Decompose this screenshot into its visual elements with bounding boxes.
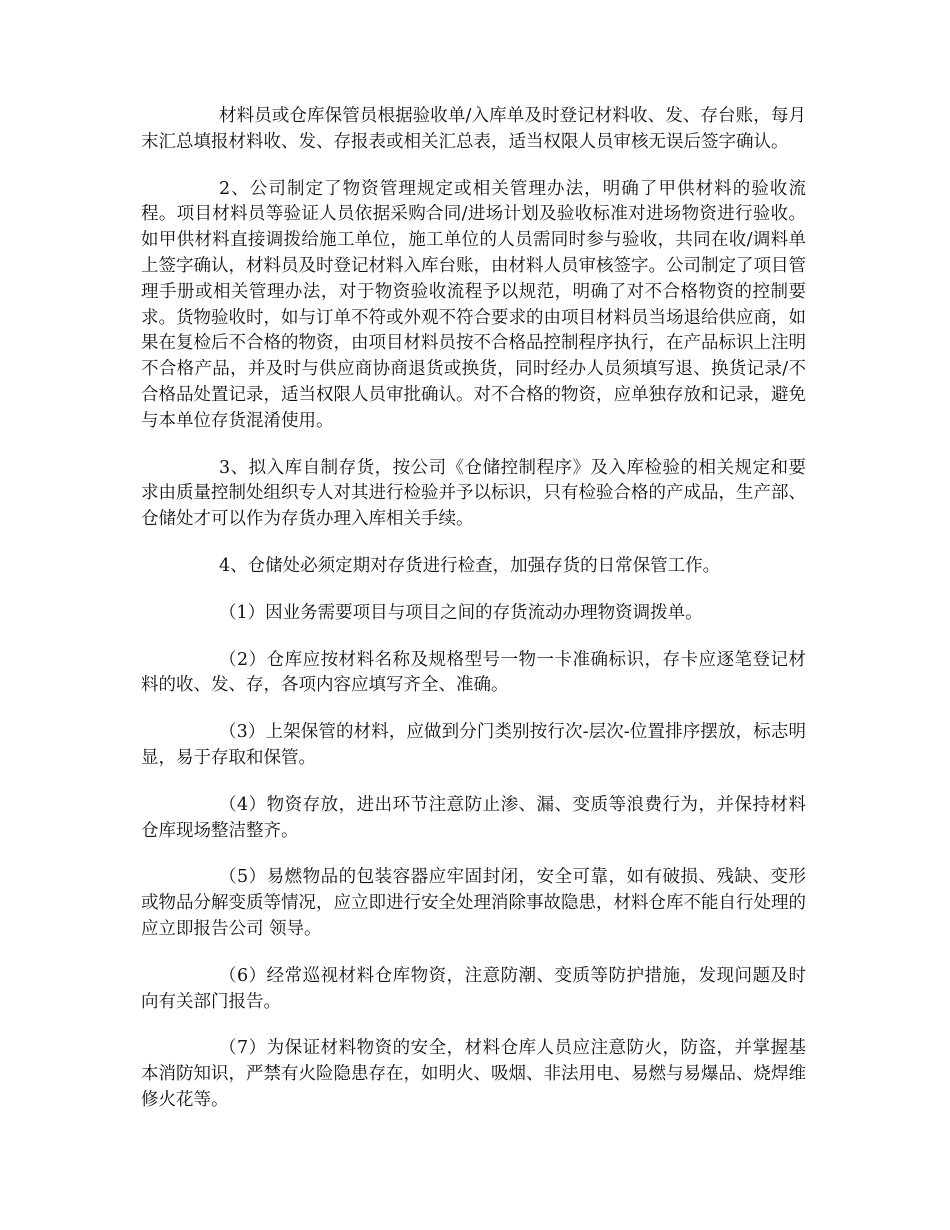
paragraph-4-item-6: （6）经常巡视材料仓库物资，注意防潮、变质等防护措施，发现问题及时向有关部门报告。 <box>141 965 806 1012</box>
paragraph-4-item-3: （3）上架保管的材料，应做到分门类别按行次-层次-位置排序摆放，标志明显，易于存取和保管。 <box>141 722 806 768</box>
paragraph-4: 4、仓储处必须定期对存货进行检查，加强存货的日常保管工作。 <box>219 555 721 576</box>
paragraph-3: 3、拟入库自制存货，按公司《仓储控制程序》及入库检验的相关规定和要求由质量控制处组织专人对其进行检验并予以标识，只有检验合格的产成品，生产部、仓储处才可以作为存货办理入库相关手续。 <box>141 457 806 530</box>
paragraph-2: 2、公司制定了物资管理规定或相关管理办法，明确了甲供材料的验收流程。项目材料员等验证人员依据采购合同/进场计划及验收标准对进场物资进行验收。如甲供材料直接调拨给施工单位，施工单位的人员需同时参与验收，共同在收/调料单上签字确认，材料员及时登记材料入库台账，由材料人员审核签字。公司制定了项目管理手册或相关管理办法，对于物资验收流程予以规范，明确了对不合格物资的控制要求。货物验收时，如与订单不符或外观不符合要求的由项目材料员当场退给供应商，如果在复检后不合格的物资，由项目材料员按不合格品控制程序执行，在产品标识上注明不合格产品，并及时与供应商协商退货或换货，同时经办人员须填写退、换货记录/不合格品处置记录，适当权限人员审批确认。对不合格的物资，应单独存放和记录，避免与本单位存货混淆使用。 <box>141 178 806 431</box>
paragraph-4-item-4: （4）物资存放，进出环节注意防止渗、漏、变质等浪费行为，并保持材料仓库现场整洁整齐。 <box>141 794 806 841</box>
document-body <box>141 104 806 1135</box>
paragraph-intro: 材料员或仓库保管员根据验收单/入库单及时登记材料收、发、存台账，每月末汇总填报材料收、发、存报表或相关汇总表，适当权限人员审核无误后签字确认。 <box>141 106 806 152</box>
paragraph-4-item-2: （2）仓库应按材料名称及规格型号一物一卡准确标识，存卡应逐笔登记材料的收、发、存，各项内容应填写齐全、准确。 <box>141 649 806 696</box>
paragraph-4-item-7: （7）为保证材料物资的安全，材料仓库人员应注意防火，防盗，并掌握基本消防知识，严禁有火险隐患存在，如明火、吸烟、非法用电、易燃与易爆品、烧焊维修火花等。 <box>141 1038 806 1110</box>
paragraph-4-item-1: （1）因业务需要项目与项目之间的存货流动办理物资调拨单。 <box>219 602 703 623</box>
paragraph-4-item-5: （5）易燃物品的包装容器应牢固封闭，安全可靠，如有破损、残缺、变形或物品分解变质等情况，应立即进行安全处理消除事故隐患，材料仓库不能自行处理的应立即报告公司 领导。 <box>141 867 806 939</box>
